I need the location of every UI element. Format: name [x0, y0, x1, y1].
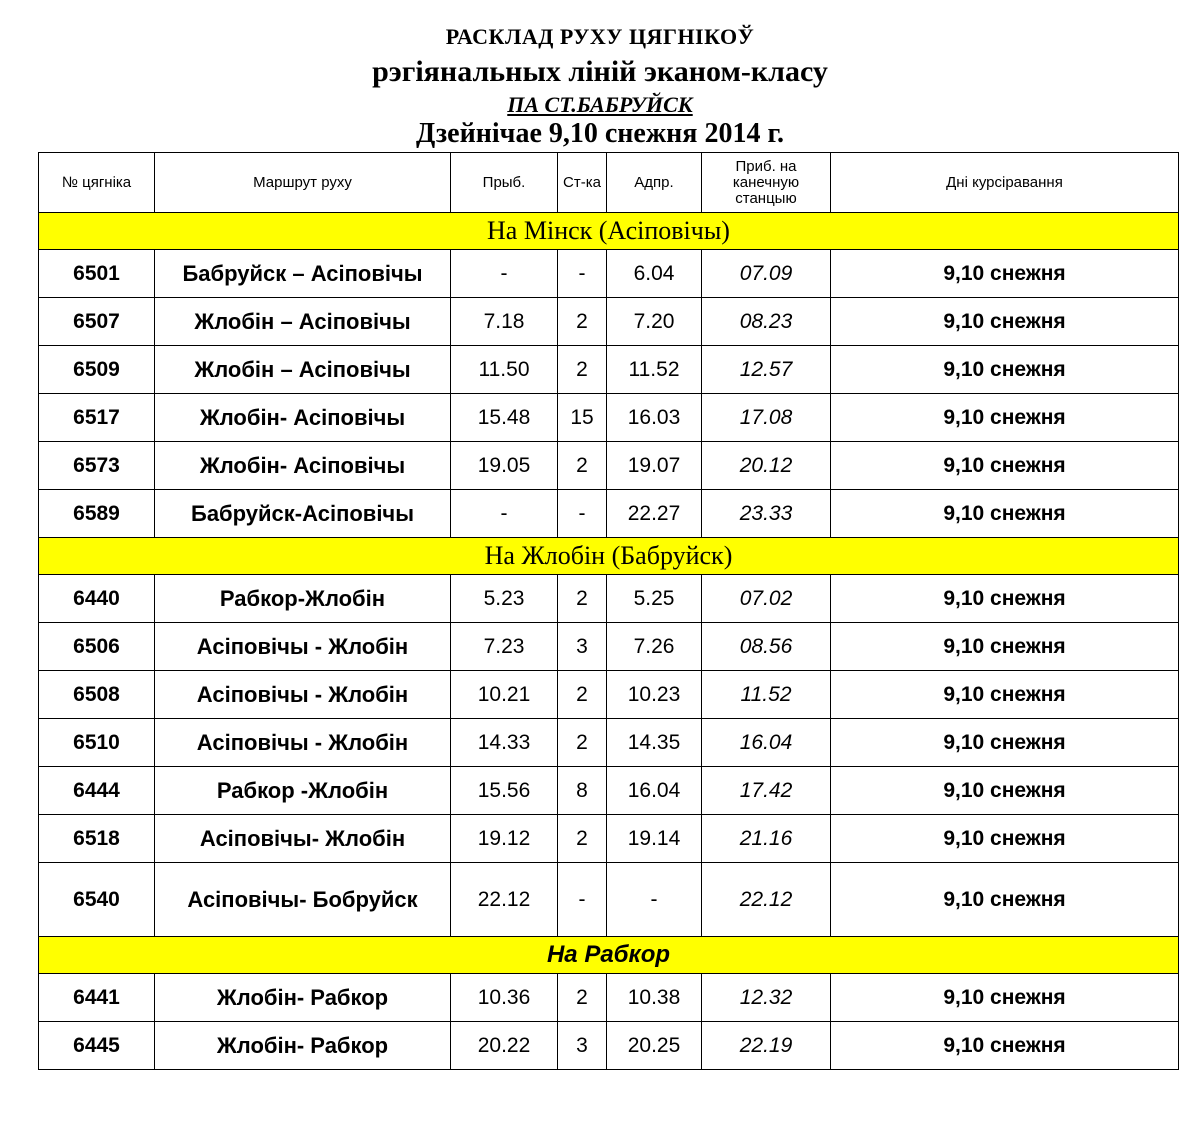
table-row: [39, 298, 1179, 346]
departure-cell: 10.38: [607, 974, 702, 1022]
train-number-cell: 6540: [39, 863, 155, 937]
train-number-cell: 6510: [39, 719, 155, 767]
operating-days-cell: 9,10 снежня: [831, 346, 1179, 394]
stop-duration-cell: 2: [558, 575, 607, 623]
validity-date: Дзейнічае 9,10 снежня 2014 г.: [415, 118, 785, 149]
final-arrival-cell: 22.12: [702, 863, 831, 937]
header-row: [39, 153, 1179, 213]
train-number-cell: 6508: [39, 671, 155, 719]
route-cell: Жлобін- Рабкор: [155, 974, 451, 1022]
col-header-days: Дні курсіравання: [831, 153, 1179, 213]
final-arrival-cell: 08.23: [702, 298, 831, 346]
operating-days-cell: 9,10 снежня: [831, 767, 1179, 815]
section-title: На Мінск (Асіповічы): [39, 213, 1179, 250]
operating-days-cell: 9,10 снежня: [831, 442, 1179, 490]
table-row: [39, 863, 1179, 937]
stop-duration-cell: 2: [558, 719, 607, 767]
route-cell: Жлобін – Асіповічы: [155, 298, 451, 346]
final-arrival-cell: 17.08: [702, 394, 831, 442]
section-header-row: [39, 937, 1179, 974]
departure-cell: 22.27: [607, 490, 702, 538]
arrival-cell: 7.23: [451, 623, 558, 671]
table-row: [39, 767, 1179, 815]
operating-days-cell: 9,10 снежня: [831, 974, 1179, 1022]
route-cell: Жлобін- Асіповічы: [155, 394, 451, 442]
col-header-final-arrival: Приб. на канечную станцыю: [702, 153, 831, 213]
operating-days-cell: 9,10 снежня: [831, 623, 1179, 671]
arrival-cell: 19.12: [451, 815, 558, 863]
arrival-cell: 11.50: [451, 346, 558, 394]
final-arrival-cell: 17.42: [702, 767, 831, 815]
station-name: ПА СТ.БАБРУЙСК: [507, 92, 693, 117]
departure-cell: 5.25: [607, 575, 702, 623]
stop-duration-cell: 2: [558, 442, 607, 490]
route-cell: Бабруйск – Асіповічы: [155, 250, 451, 298]
col-header-stop: Ст-ка: [558, 153, 607, 213]
table-row: [39, 394, 1179, 442]
final-arrival-cell: 11.52: [702, 671, 831, 719]
arrival-cell: 10.21: [451, 671, 558, 719]
table-row: [39, 490, 1179, 538]
final-arrival-cell: 16.04: [702, 719, 831, 767]
table-row: [39, 671, 1179, 719]
arrival-cell: 19.05: [451, 442, 558, 490]
table-row: [39, 250, 1179, 298]
route-cell: Бабруйск-Асіповічы: [155, 490, 451, 538]
departure-cell: 16.04: [607, 767, 702, 815]
arrival-cell: 14.33: [451, 719, 558, 767]
route-cell: Асіповічы- Жлобін: [155, 815, 451, 863]
stop-duration-cell: 3: [558, 1022, 607, 1070]
train-number-cell: 6506: [39, 623, 155, 671]
stop-duration-cell: 2: [558, 815, 607, 863]
route-cell: Асіповічы- Бобруйск: [155, 863, 451, 937]
train-number-cell: 6440: [39, 575, 155, 623]
col-header-route: Маршрут руху: [155, 153, 451, 213]
section-header-row: [39, 213, 1179, 250]
section-title: На Жлобін (Бабруйск): [39, 538, 1179, 575]
final-arrival-cell: 20.12: [702, 442, 831, 490]
arrival-cell: 5.23: [451, 575, 558, 623]
arrival-cell: 20.22: [451, 1022, 558, 1070]
route-cell: Рабкор-Жлобін: [155, 575, 451, 623]
arrival-cell: -: [451, 490, 558, 538]
final-arrival-cell: 22.19: [702, 1022, 831, 1070]
arrival-cell: 7.18: [451, 298, 558, 346]
section-title: На Рабкор: [39, 937, 1179, 974]
departure-cell: 7.26: [607, 623, 702, 671]
col-header-departure: Адпр.: [607, 153, 702, 213]
final-arrival-cell: 21.16: [702, 815, 831, 863]
col-header-number: № цягніка: [39, 153, 155, 213]
stop-duration-cell: 2: [558, 346, 607, 394]
operating-days-cell: 9,10 снежня: [831, 250, 1179, 298]
departure-cell: 16.03: [607, 394, 702, 442]
route-cell: Асіповічы - Жлобін: [155, 671, 451, 719]
arrival-cell: 15.56: [451, 767, 558, 815]
stop-duration-cell: 8: [558, 767, 607, 815]
section-header-row: [39, 538, 1179, 575]
arrival-cell: 10.36: [451, 974, 558, 1022]
final-arrival-cell: 08.56: [702, 623, 831, 671]
table-row: [39, 442, 1179, 490]
final-arrival-cell: 12.32: [702, 974, 831, 1022]
stop-duration-cell: -: [558, 250, 607, 298]
operating-days-cell: 9,10 снежня: [831, 719, 1179, 767]
operating-days-cell: 9,10 снежня: [831, 394, 1179, 442]
stop-duration-cell: 3: [558, 623, 607, 671]
operating-days-cell: 9,10 снежня: [831, 863, 1179, 937]
final-arrival-cell: 07.09: [702, 250, 831, 298]
route-cell: Жлобін- Рабкор: [155, 1022, 451, 1070]
train-number-cell: 6518: [39, 815, 155, 863]
table-row: [39, 815, 1179, 863]
departure-cell: 11.52: [607, 346, 702, 394]
col-header-arrival: Прыб.: [451, 153, 558, 213]
stop-duration-cell: 15: [558, 394, 607, 442]
route-cell: Асіповічы - Жлобін: [155, 623, 451, 671]
final-arrival-cell: 12.57: [702, 346, 831, 394]
train-number-cell: 6441: [39, 974, 155, 1022]
table-row: [39, 1022, 1179, 1070]
arrival-cell: 22.12: [451, 863, 558, 937]
stop-duration-cell: -: [558, 863, 607, 937]
table-row: [39, 719, 1179, 767]
route-cell: Рабкор -Жлобін: [155, 767, 451, 815]
departure-cell: -: [607, 863, 702, 937]
schedule-title: РАСКЛАД РУХУ ЦЯГНІКОЎ: [445, 24, 755, 49]
route-cell: Жлобін- Асіповічы: [155, 442, 451, 490]
train-number-cell: 6444: [39, 767, 155, 815]
route-cell: Жлобін – Асіповічы: [155, 346, 451, 394]
train-number-cell: 6589: [39, 490, 155, 538]
table-row: [39, 575, 1179, 623]
table-row: [39, 346, 1179, 394]
train-number-cell: 6507: [39, 298, 155, 346]
departure-cell: 19.14: [607, 815, 702, 863]
departure-cell: 10.23: [607, 671, 702, 719]
departure-cell: 7.20: [607, 298, 702, 346]
train-number-cell: 6501: [39, 250, 155, 298]
arrival-cell: -: [451, 250, 558, 298]
stop-duration-cell: 2: [558, 974, 607, 1022]
departure-cell: 14.35: [607, 719, 702, 767]
train-number-cell: 6573: [39, 442, 155, 490]
operating-days-cell: 9,10 снежня: [831, 298, 1179, 346]
schedule-subtitle: рэгіянальных ліній эканом-класу: [372, 55, 828, 88]
departure-cell: 19.07: [607, 442, 702, 490]
final-arrival-cell: 07.02: [702, 575, 831, 623]
departure-cell: 20.25: [607, 1022, 702, 1070]
operating-days-cell: 9,10 снежня: [831, 1022, 1179, 1070]
schedule-table: [38, 152, 1179, 1070]
train-number-cell: 6517: [39, 394, 155, 442]
stop-duration-cell: -: [558, 490, 607, 538]
arrival-cell: 15.48: [451, 394, 558, 442]
final-arrival-cell: 23.33: [702, 490, 831, 538]
table-row: [39, 974, 1179, 1022]
train-number-cell: 6509: [39, 346, 155, 394]
operating-days-cell: 9,10 снежня: [831, 575, 1179, 623]
stop-duration-cell: 2: [558, 298, 607, 346]
stop-duration-cell: 2: [558, 671, 607, 719]
route-cell: Асіповічы - Жлобін: [155, 719, 451, 767]
operating-days-cell: 9,10 снежня: [831, 815, 1179, 863]
departure-cell: 6.04: [607, 250, 702, 298]
operating-days-cell: 9,10 снежня: [831, 490, 1179, 538]
table-row: [39, 623, 1179, 671]
operating-days-cell: 9,10 снежня: [831, 671, 1179, 719]
train-number-cell: 6445: [39, 1022, 155, 1070]
